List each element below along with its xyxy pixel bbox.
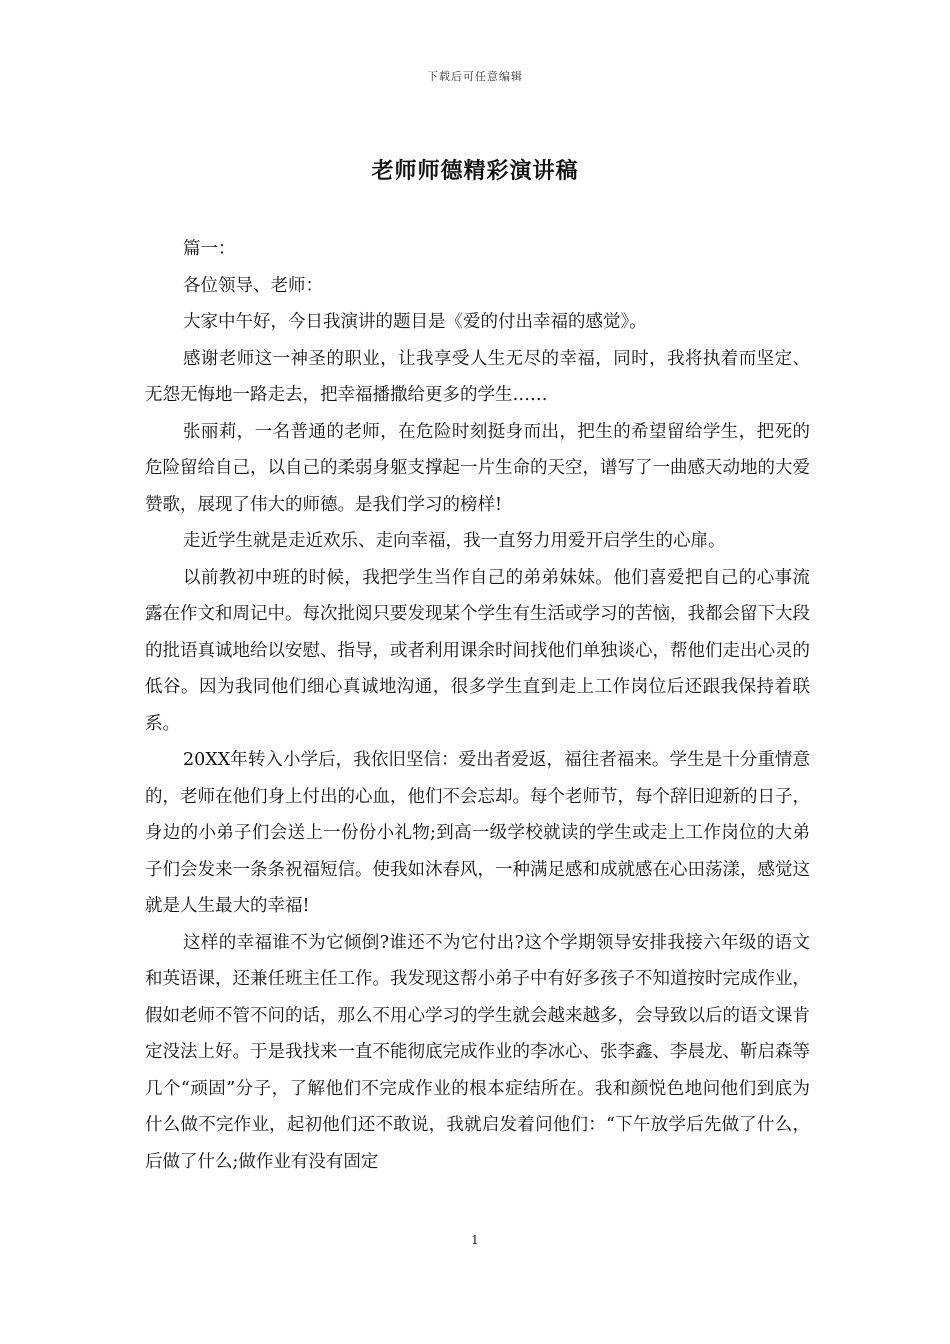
document-title: 老师师德精彩演讲稿 <box>371 158 579 184</box>
document-header-note: 下载后可任意编辑 <box>427 70 523 83</box>
document-body <box>145 231 810 1180</box>
paragraph-greeting: 大家中午好，今日我演讲的题目是《爱的付出幸福的感觉》。 <box>183 312 647 332</box>
paragraph: 这样的幸福谁不为它倾倒?谁还不为它付出?这个学期领导安排我接六年级的语文和英语课，还兼任班主任工作。我发现这帮小弟子中有好多孩子不知道按时完成作业，假如老师不管不问的话，那么不用心学习的学生就会越来越多，会导致以后的语文课肯定没法上好。于是我找来一直不能彻底完成作业的李冰心、张李鑫、李晨龙、靳启森等几个“顽固”分子，了解他们不完成作业的根本症结所在。我和颜悦色地问他们到底为什么做不完作业，起初他们还不敢说，我就启发着问他们：“下午放学后先做了什么，后做了什么;做作业有没有固定 <box>145 932 810 1172</box>
paragraph: 感谢老师这一神圣的职业，让我享受人生无尽的幸福，同时，我将执着而坚定、无怨无悔地一路走去，把幸福播撒给更多的学生…… <box>145 348 810 405</box>
page-number: 1 <box>471 1233 479 1247</box>
paragraph: 20XX年转入小学后，我依旧坚信：爱出者爱返，福往者福来。学生是十分重情意的，老师在他们身上付出的心血，他们不会忘却。每个老师节，每个辞旧迎新的日子，身边的小弟子们会送上一份份小礼物;到高一级学校就读的学生或走上工作岗位的大弟子们会发来一条条祝福短信。使我如沐春风，一种满足感和成就感在心田荡漾，感觉这就是人生最大的幸福! <box>145 750 810 916</box>
paragraph: 张丽莉，一名普通的老师，在危险时刻挺身而出，把生的希望留给学生，把死的危险留给自己，以自己的柔弱身躯支撑起一片生命的天空，谱写了一曲感天动地的大爱赞歌，展现了伟大的师德。是我们学习的榜样! <box>145 421 810 515</box>
paragraph: 以前教初中班的时候，我把学生当作自己的弟弟妹妹。他们喜爱把自己的心事流露在作文和周记中。每次批阅只要发现某个学生有生活或学习的苦恼，我都会留下大段的批语真诚地给以安慰、指导，或者利用课余时间找他们单独谈心，帮他们走出心灵的低谷。因为我同他们细心真诚地沟通，很多学生直到走上工作岗位后还跟我保持着联系。 <box>145 567 810 734</box>
paragraph-section-label: 篇一： <box>183 239 236 259</box>
paragraph: 走近学生就是走近欢乐、走向幸福，我一直努力用爱开启学生的心扉。 <box>183 531 726 551</box>
paragraph-salutation: 各位领导、老师： <box>183 275 323 296</box>
